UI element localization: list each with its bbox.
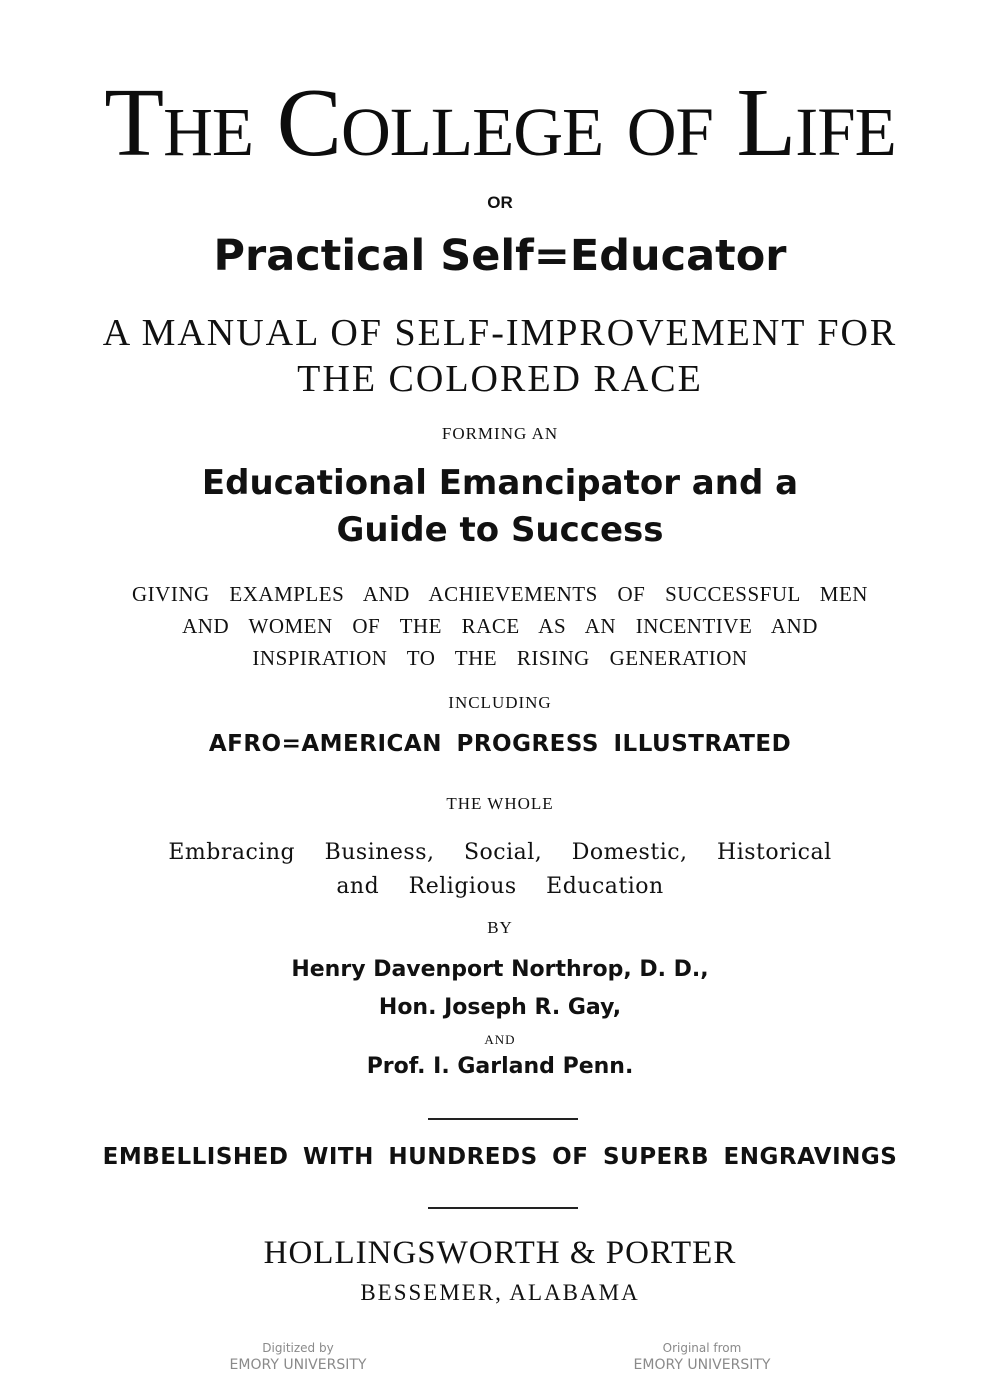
digitized-by-institution: EMORY UNIVERSITY <box>229 1357 367 1373</box>
publisher-name: HOLLINGSWORTH & PORTER <box>263 1235 737 1271</box>
original-from-label: Original from <box>662 1341 742 1355</box>
embracing-line-1: Embracing Business, Social, Domestic, Historical <box>168 840 832 865</box>
digitized-by-notice <box>168 1340 428 1374</box>
forming-an: FORMING AN <box>441 424 559 443</box>
author-gay: Hon. Joseph R. Gay, <box>378 995 622 1020</box>
original-from-notice <box>572 1340 832 1374</box>
book-title: The College of Life <box>104 69 896 177</box>
embellished-line: EMBELLISHED WITH HUNDREDS OF SUPERB ENGRAVINGS <box>102 1144 898 1170</box>
afro-american-progress: AFRO=AMERICAN PROGRESS ILLUSTRATED <box>208 731 792 757</box>
giving-line-2: AND WOMEN OF THE RACE AS AN INCENTIVE AND <box>182 614 818 638</box>
manual-line-2: THE COLORED RACE <box>297 358 703 400</box>
publisher-place: BESSEMER, ALABAMA <box>360 1280 640 1305</box>
by-label: BY <box>487 918 513 937</box>
author-northrop: Henry Davenport Northrop, D. D., <box>291 957 709 982</box>
author-penn: Prof. I. Garland Penn. <box>366 1054 634 1079</box>
divider-rule-top <box>428 1118 578 1120</box>
manual-line-1: A MANUAL OF SELF-IMPROVEMENT FOR <box>102 312 898 354</box>
the-whole: THE WHOLE <box>446 794 554 813</box>
and-label: AND <box>484 1032 516 1047</box>
including: INCLUDING <box>448 693 552 712</box>
divider-rule-bottom <box>428 1207 578 1209</box>
original-from-institution: EMORY UNIVERSITY <box>633 1357 771 1373</box>
giving-line-3: INSPIRATION TO THE RISING GENERATION <box>252 646 748 670</box>
emancipator-line-1: Educational Emancipator and a <box>201 463 799 503</box>
digitized-by-label: Digitized by <box>262 1341 334 1355</box>
giving-line-1: GIVING EXAMPLES AND ACHIEVEMENTS OF SUCCESSFUL MEN <box>132 582 868 606</box>
embracing-line-2: and Religious Education <box>336 874 664 899</box>
emancipator-line-2: Guide to Success <box>336 510 664 550</box>
book-subtitle: Practical Self=Educator <box>213 231 787 281</box>
or-connector: OR <box>487 193 513 212</box>
